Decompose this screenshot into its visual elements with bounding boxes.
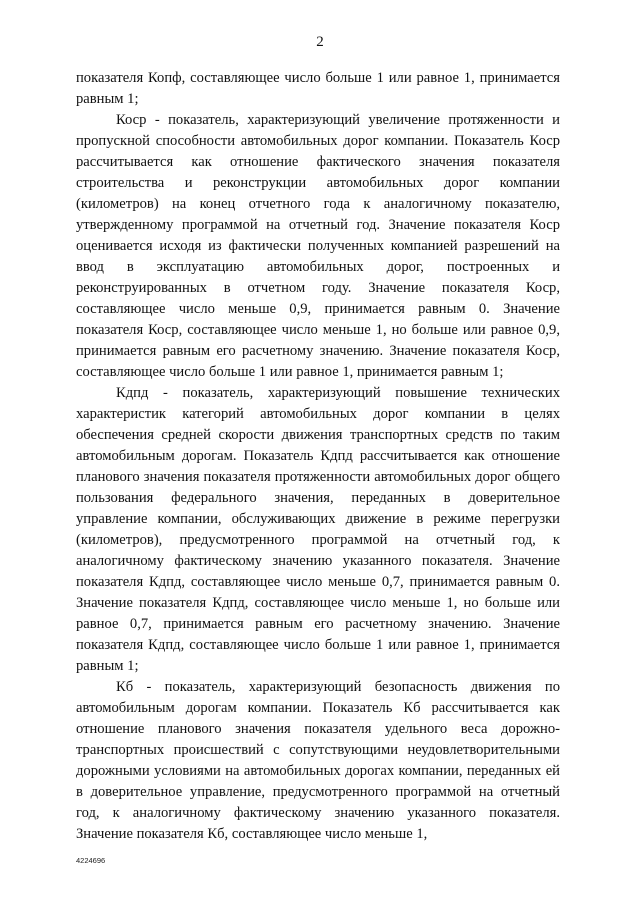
paragraph-kdpd: Кдпд - показатель, характеризующий повышение технических характеристик категорий автомобильных дорог компании в целях обеспечения средней скорости движения транспортных средств по таким автомобильным дорогам. Показатель Кдпд рассчитывается как отношение планового значения показателя протяженности автомобильных дорог общего пользования федерального значения, переданных в доверительное управление компании, обслуживающих движение в режиме перегрузки (километров), предусмотренного программой на отчетный год, к аналогичному фактическому значению указанного показателя. Значение показателя Кдпд, составляющее число меньше 0,7, принимается равным 0. Значение показателя Кдпд, составляющее число меньше 1, но больше или равное 0,7, принимается равным его расчетному значению. Значение показателя Кдпд, составляющее число больше 1 или равное 1, принимается равным 1;	[76, 385, 560, 674]
page-number: 2	[316, 34, 324, 50]
paragraph-kb: Кб - показатель, характеризующий безопасность движения по автомобильным дорогам компании. Показатель Кб рассчитывается как отношение планового значения показателя удельного веса дорожно-транспортных происшествий с сопутствующими неудовлетворительными дорожными условиями на автомобильных дорогах компании, переданных ей в доверительное управление, предусмотренного программой на отчетный год, к аналогичному фактическому значению указанного показателя. Значение показателя Кб, составляющее число меньше 1,	[76, 679, 560, 842]
paragraph-kosr: Коср - показатель, характеризующий увеличение протяженности и пропускной способности автомобильных дорог компании. Показатель Коср рассчитывается как отношение фактического значения показателя строительства и реконструкции автомобильных дорог компании (километров) на конец отчетного года к аналогичному показателю, утвержденному программой на отчетный год. Значение показателя Коср оценивается исходя из фактически полученных компанией разрешений на ввод в эксплуатацию автомобильных дорог, построенных и реконструированных в отчетном году. Значение показателя Коср, составляющее число меньше 0,9, принимается равным 0. Значение показателя Коср, составляющее число меньше 1, но больше или равное 0,9, принимается равным его расчетному значению. Значение показателя Коср, составляющее число больше 1 или равное 1, принимается равным 1;	[76, 112, 560, 380]
paragraph-kopf-continuation: показателя Копф, составляющее число больше 1 или равное 1, принимается равным 1;	[76, 70, 560, 107]
footer-document-code: 4224696	[76, 856, 106, 865]
document-body	[76, 68, 560, 845]
